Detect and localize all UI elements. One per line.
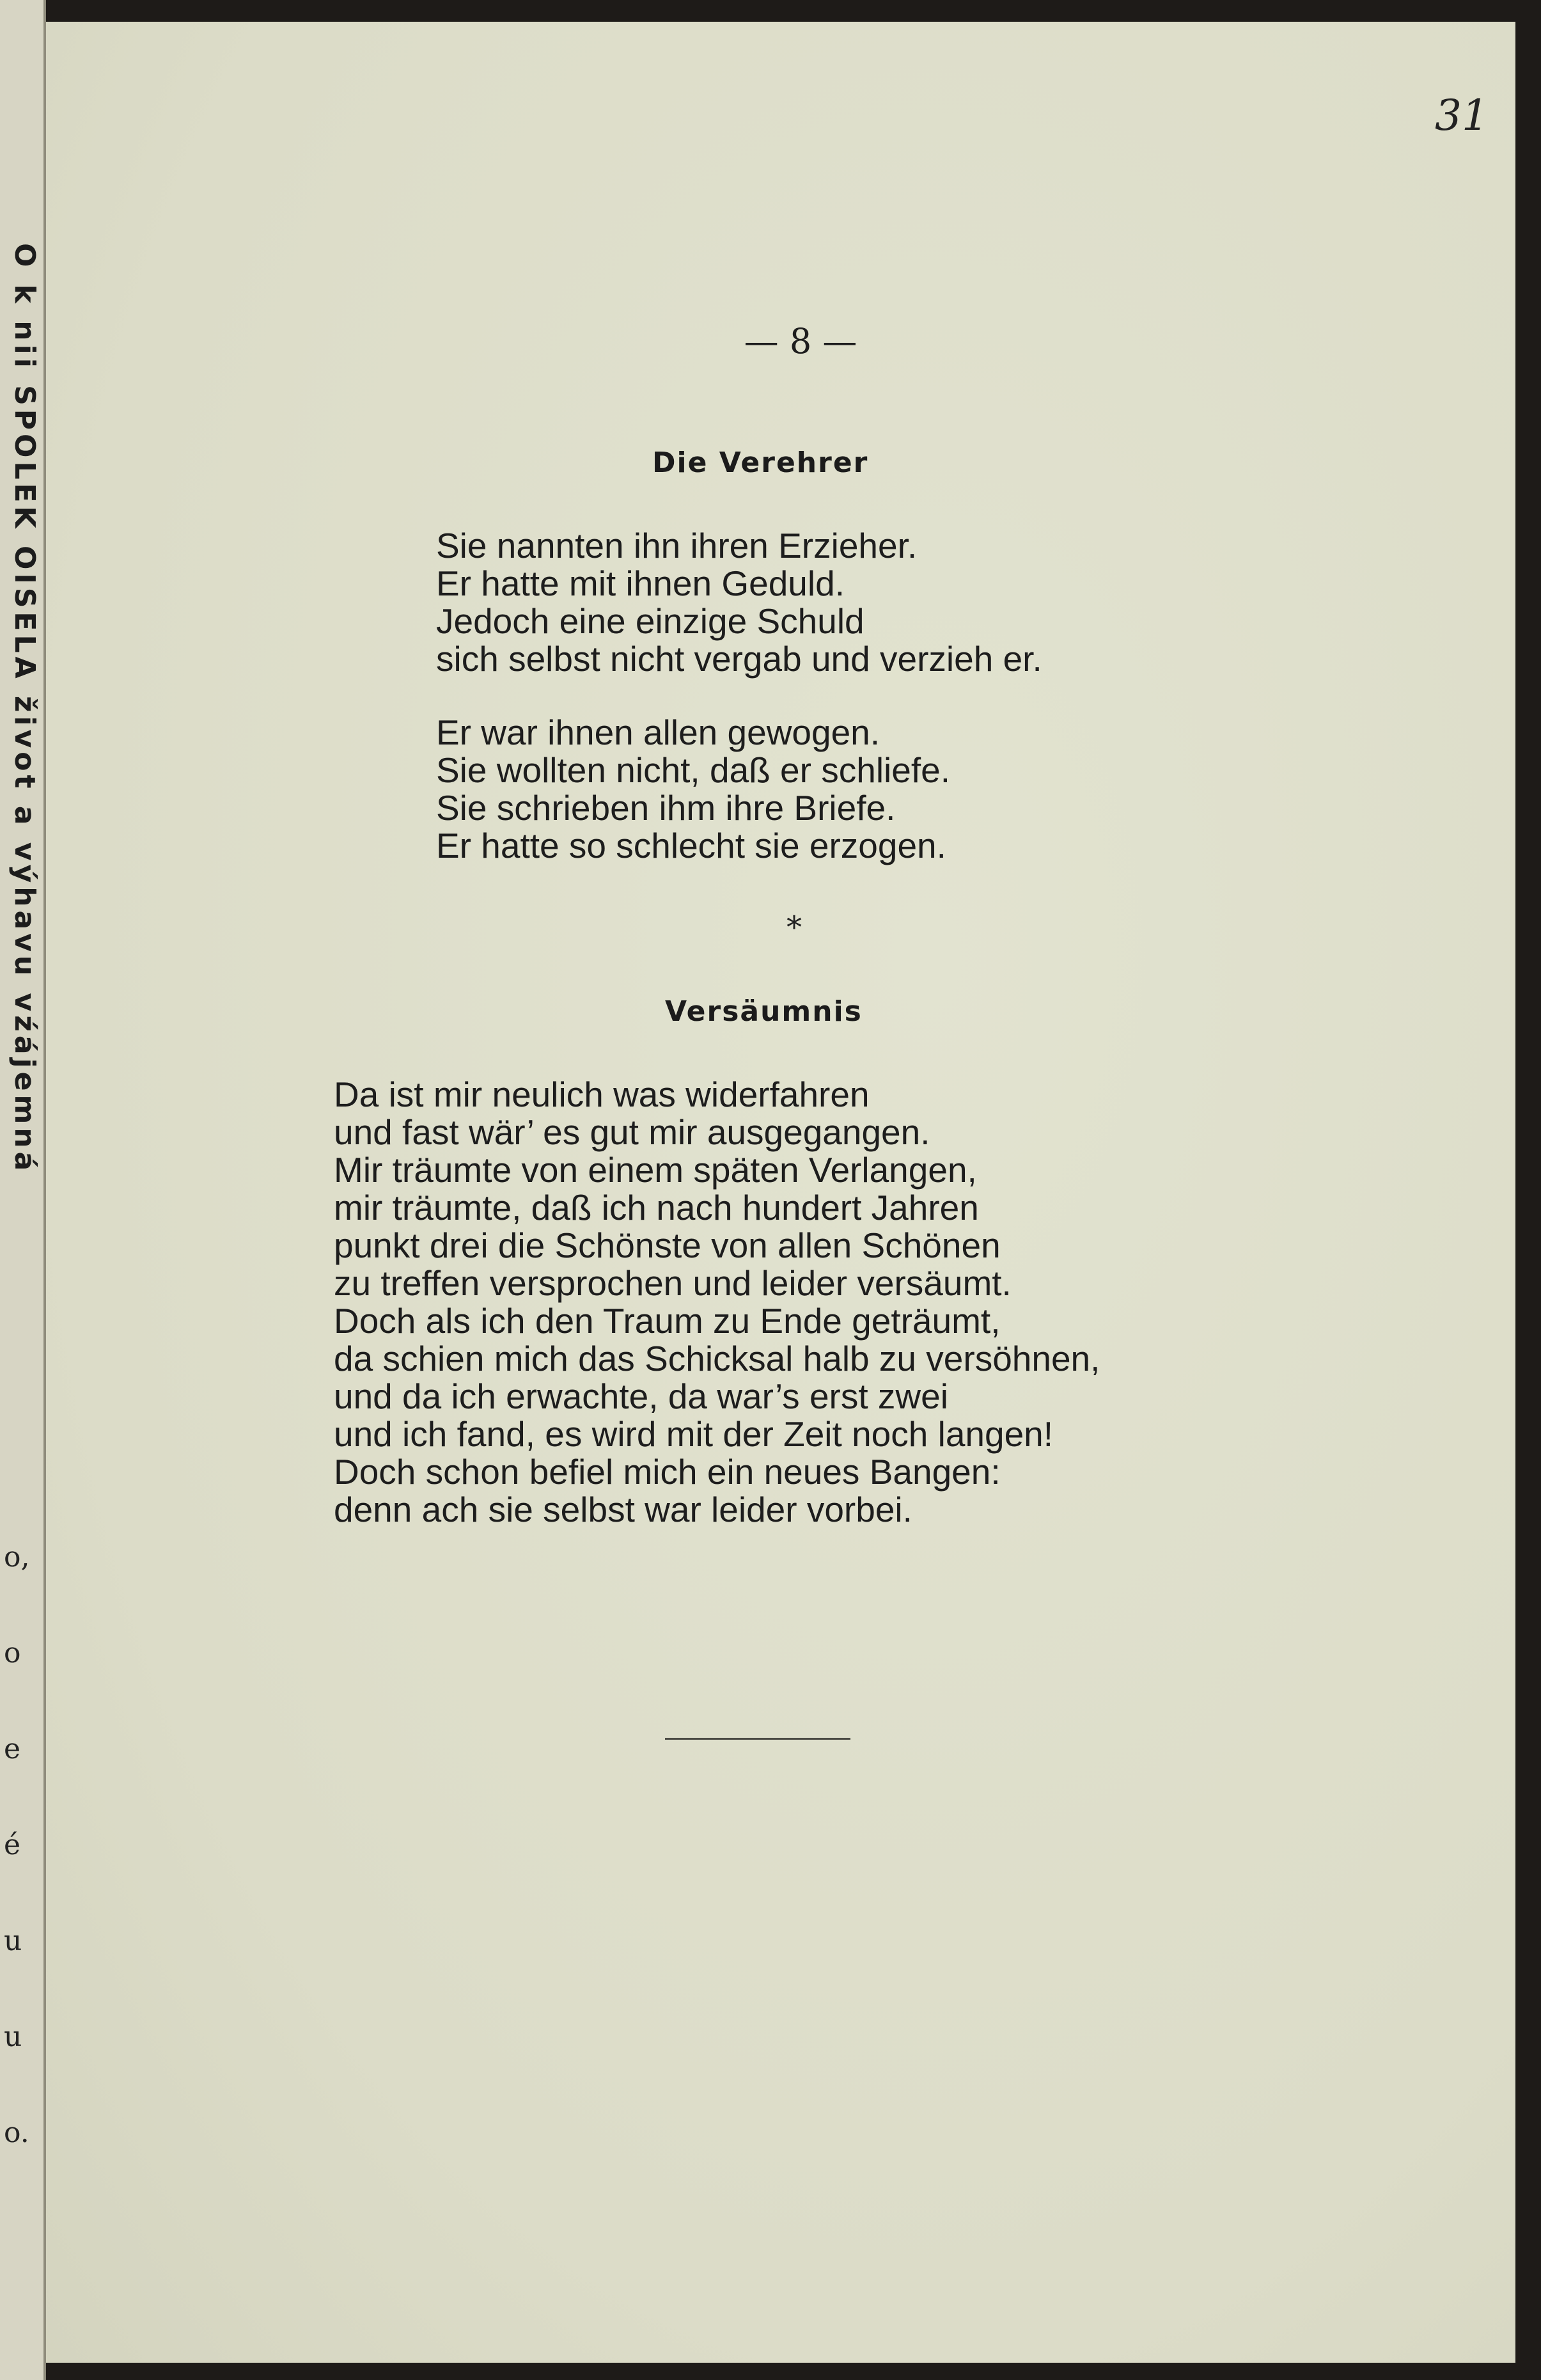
poem-stanza-1 [436, 527, 1042, 678]
poem-title-versaeumnis: Versäumnis [665, 995, 863, 1028]
poem-line: Sie schrieben ihm ihre Briefe. [436, 788, 896, 828]
poem-line: und da ich erwachte, da war’s erst zwei [334, 1376, 948, 1416]
margin-letter: o, [4, 1541, 30, 1573]
poem-line: punkt drei die Schönste von allen Schönen [334, 1225, 1001, 1265]
poem-line: denn ach sie selbst war leider vorbei. [334, 1490, 912, 1529]
poem-line: Jedoch eine einzige Schuld [436, 601, 864, 641]
section-separator: * [786, 910, 802, 945]
poem-line: da schien mich das Schicksal halb zu versöhnen, [334, 1339, 1100, 1378]
page-number: — 8 — [744, 321, 857, 361]
poem-line: Er war ihnen allen gewogen. [436, 713, 880, 752]
poem-title-die-verehrer: Die Verehrer [652, 446, 869, 479]
poem-line: und ich fand, es wird mit der Zeit noch langen! [334, 1414, 1054, 1454]
adjacent-page-strip [0, 0, 46, 2380]
poem-stanza-2 [436, 714, 950, 865]
poem-line: sich selbst nicht vergab und verzieh er. [436, 639, 1042, 679]
poem-line: Da ist mir neulich was widerfahren [334, 1075, 870, 1114]
poem-line: mir träumte, daß ich nach hundert Jahren [334, 1188, 979, 1227]
margin-letters [4, 1509, 29, 2181]
margin-letter: é [4, 1829, 21, 1861]
poem-line: Er hatte mit ihnen Geduld. [436, 563, 845, 603]
poem-line: Mir träumte von einem späten Verlangen, [334, 1150, 977, 1190]
poem-line: Sie nannten ihn ihren Erzieher. [436, 526, 918, 565]
margin-letter: u [4, 1925, 22, 1957]
poem-line: Doch als ich den Traum zu Ende geträumt, [334, 1301, 1001, 1341]
poem-line: und fast wär’ es gut mir ausgegangen. [334, 1112, 930, 1152]
poem-line: Er hatte so schlecht sie erzogen. [436, 826, 946, 865]
poem-line: Doch schon befiel mich ein neues Bangen: [334, 1452, 1001, 1492]
document-page [46, 22, 1515, 2363]
margin-letter: o [4, 1637, 21, 1669]
margin-letter: o. [4, 2116, 29, 2149]
poem-line: zu treffen versprochen und leider versäumt. [334, 1263, 1012, 1303]
poem-line: Sie wollten nicht, daß er schliefe. [436, 750, 950, 790]
end-rule [665, 1738, 850, 1740]
folio-number: 31 [1435, 91, 1489, 140]
margin-letter: u [4, 2021, 22, 2053]
margin-letter: e [4, 1733, 21, 1765]
poem-versaeumnis-body [334, 1076, 1100, 1529]
spine-text: O k nii SPOLEK OISELA život a výhavu vźájemná [8, 243, 41, 1175]
